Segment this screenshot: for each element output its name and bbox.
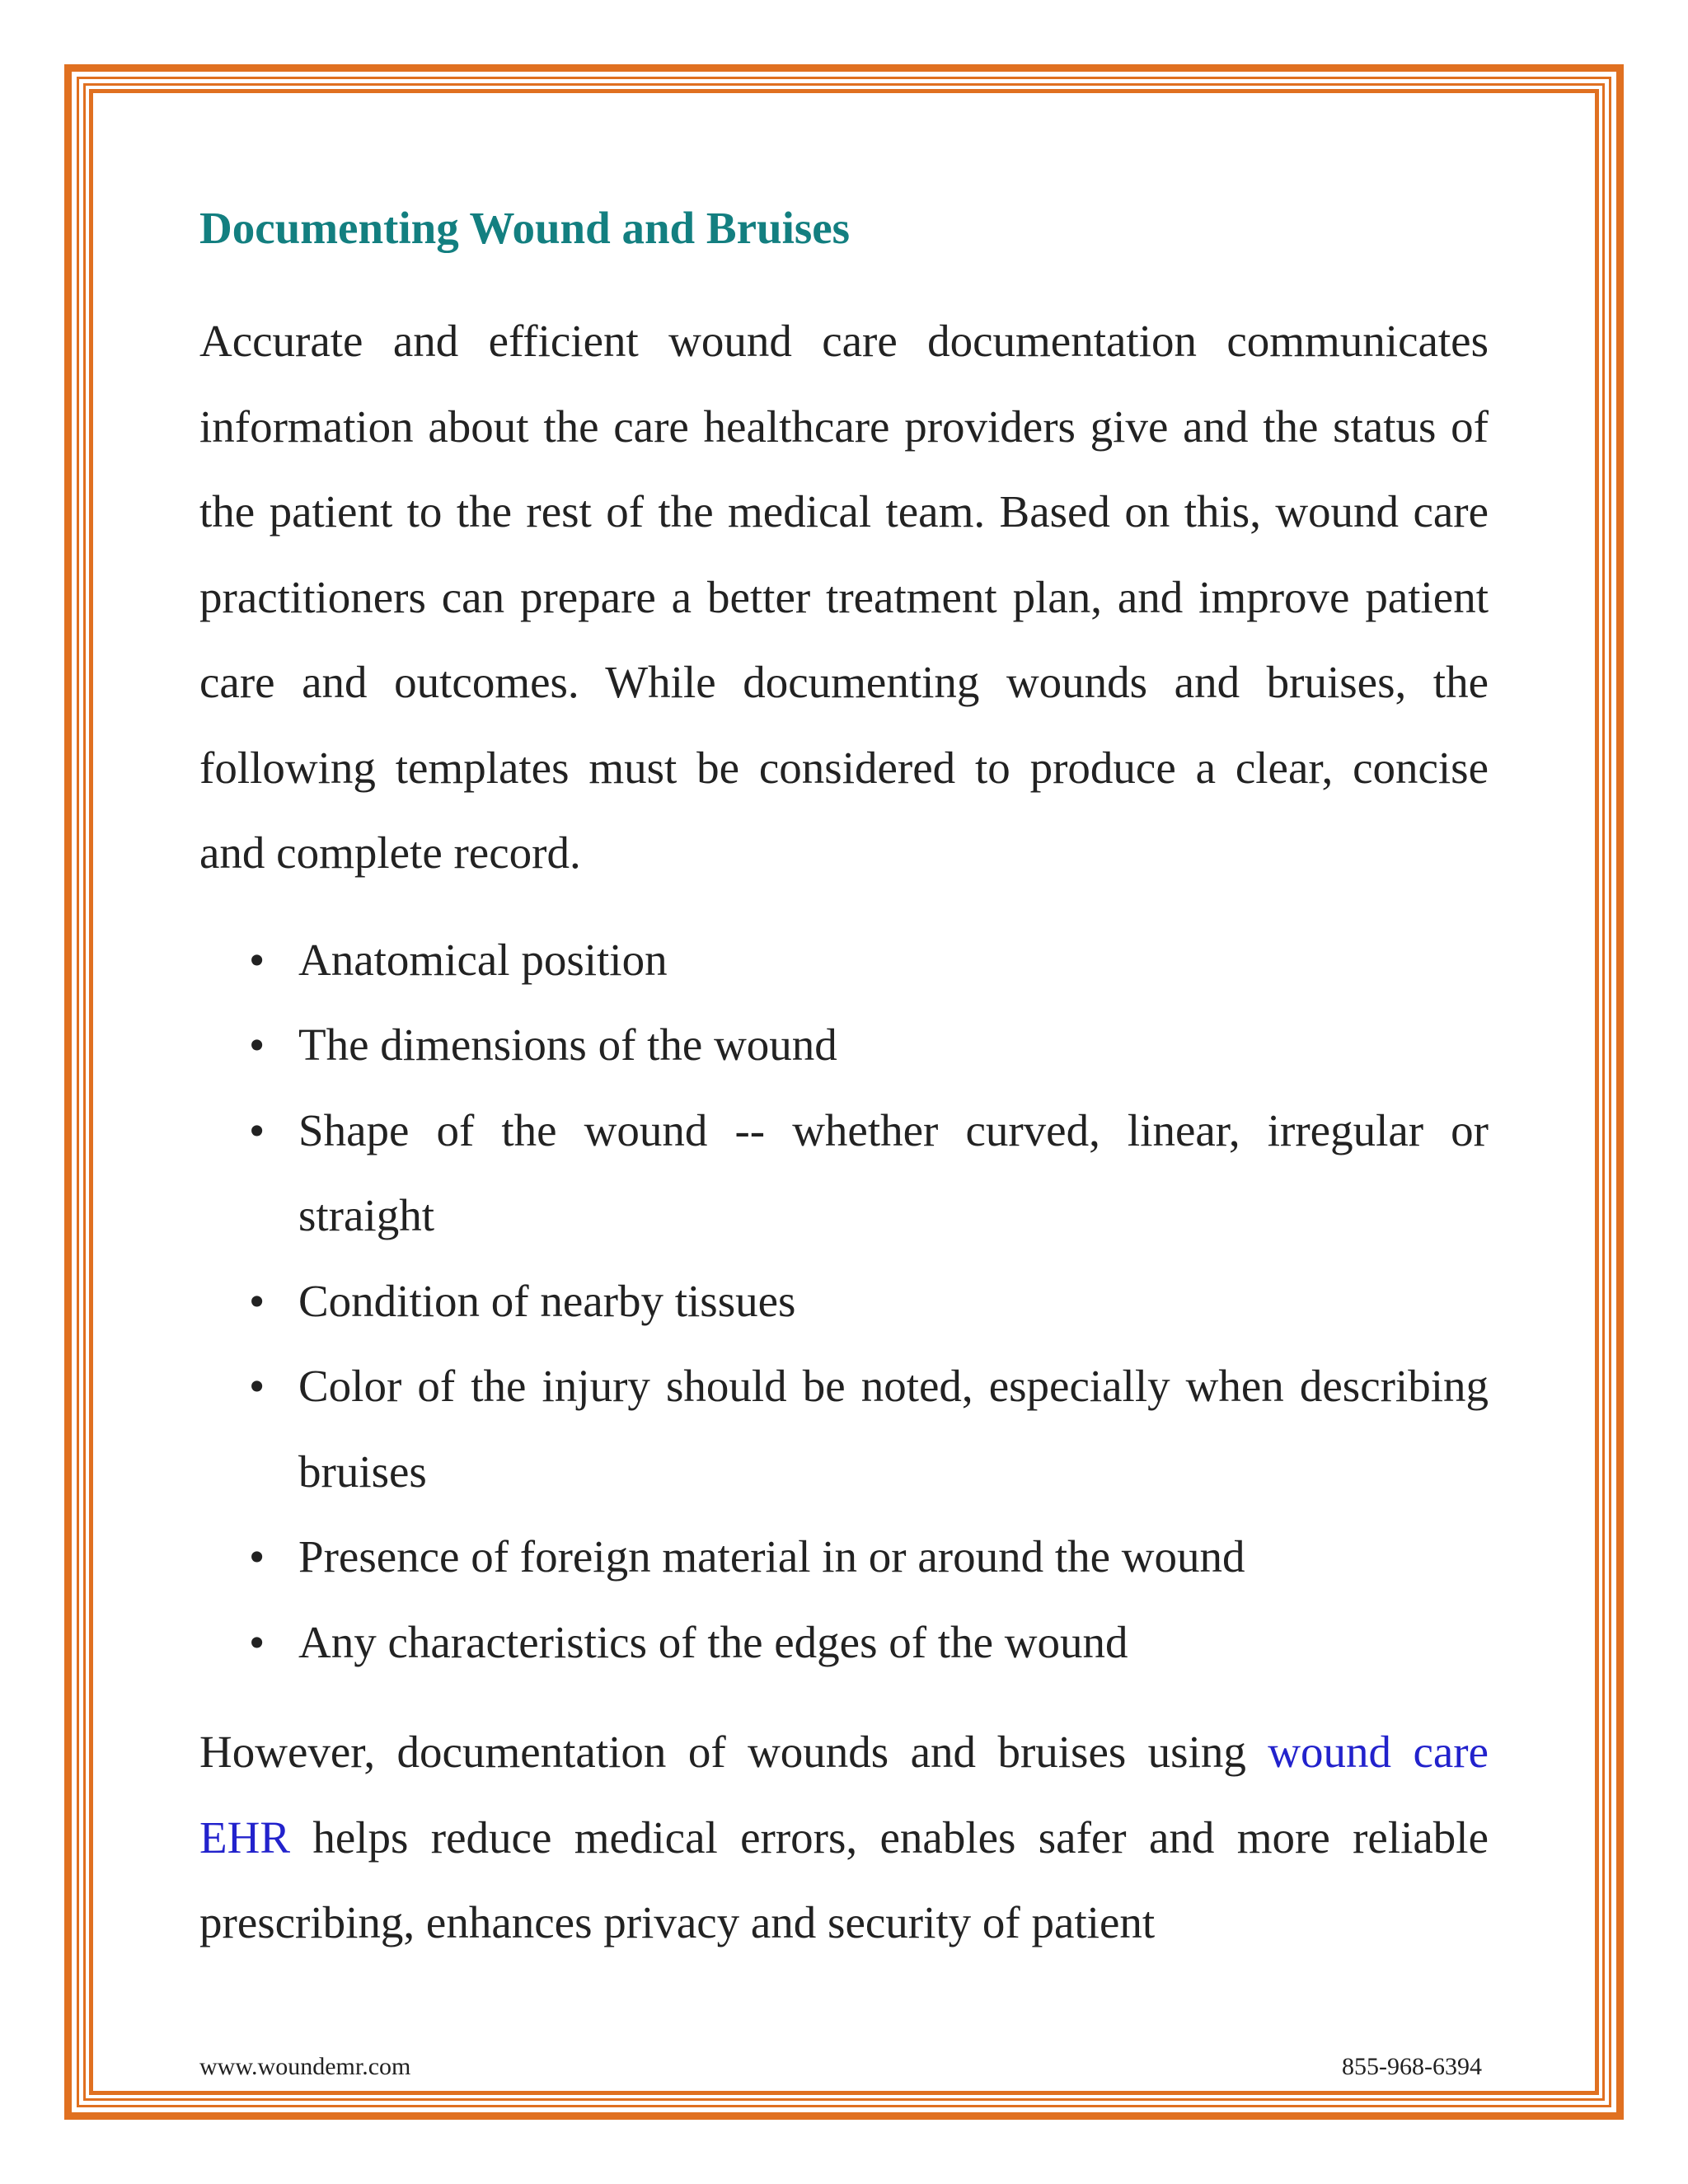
closing-text-start: However, documentation of wounds and bruises using [199,1727,1268,1777]
closing-text-end: helps reduce medical errors, enables safer and more reliable prescribing, enhances privacy and security of patient [199,1811,1489,1947]
bullet-icon: • [249,1019,265,1070]
bullet-list [199,917,1489,1685]
list-item [199,1600,1489,1685]
intro-paragraph: Accurate and efficient wound care documentation communicates information about the care healthcare providers give and the status of the patient to the rest of the medical team. Based on this, wound care practitioners can prepare a better treatment plan, and improve patient care and outcomes. While documenting wounds and bruises, the following templates must be considered to produce a clear, concise and complete record. [199,316,1489,878]
list-item-text: Presence of foreign material in or around the wound [298,1531,1245,1582]
footer-phone: 855-968-6394 [1342,2053,1482,2080]
list-item-text: Shape of the wound -- whether curved, linear, irregular or straight [298,1104,1489,1240]
bullet-icon: • [249,1104,265,1155]
document-body [199,198,1489,1966]
list-item-text: Condition of nearby tissues [298,1275,796,1326]
closing-paragraph [199,1709,1489,1966]
list-item [199,1343,1489,1514]
bullet-icon: • [249,1361,265,1411]
list-item-text: Any characteristics of the edges of the wound [298,1616,1128,1667]
wound-care-ehr-link[interactable]: wound care EHR [199,1727,1489,1863]
bullet-icon: • [249,934,265,985]
list-item [199,917,1489,1003]
footer-website: www.woundemr.com [199,2053,411,2080]
list-item-text: The dimensions of the wound [298,1019,837,1070]
list-item [199,1088,1489,1258]
bullet-icon: • [249,1616,265,1667]
bullet-icon: • [249,1275,265,1326]
page-title: Documenting Wound and Bruises [199,203,851,253]
list-item-text: Color of the injury should be noted, especially when describing bruises [298,1361,1489,1497]
list-item [199,1002,1489,1088]
bullet-icon: • [249,1531,265,1582]
list-item [199,1258,1489,1344]
list-item-text: Anatomical position [298,934,668,985]
list-item [199,1514,1489,1600]
